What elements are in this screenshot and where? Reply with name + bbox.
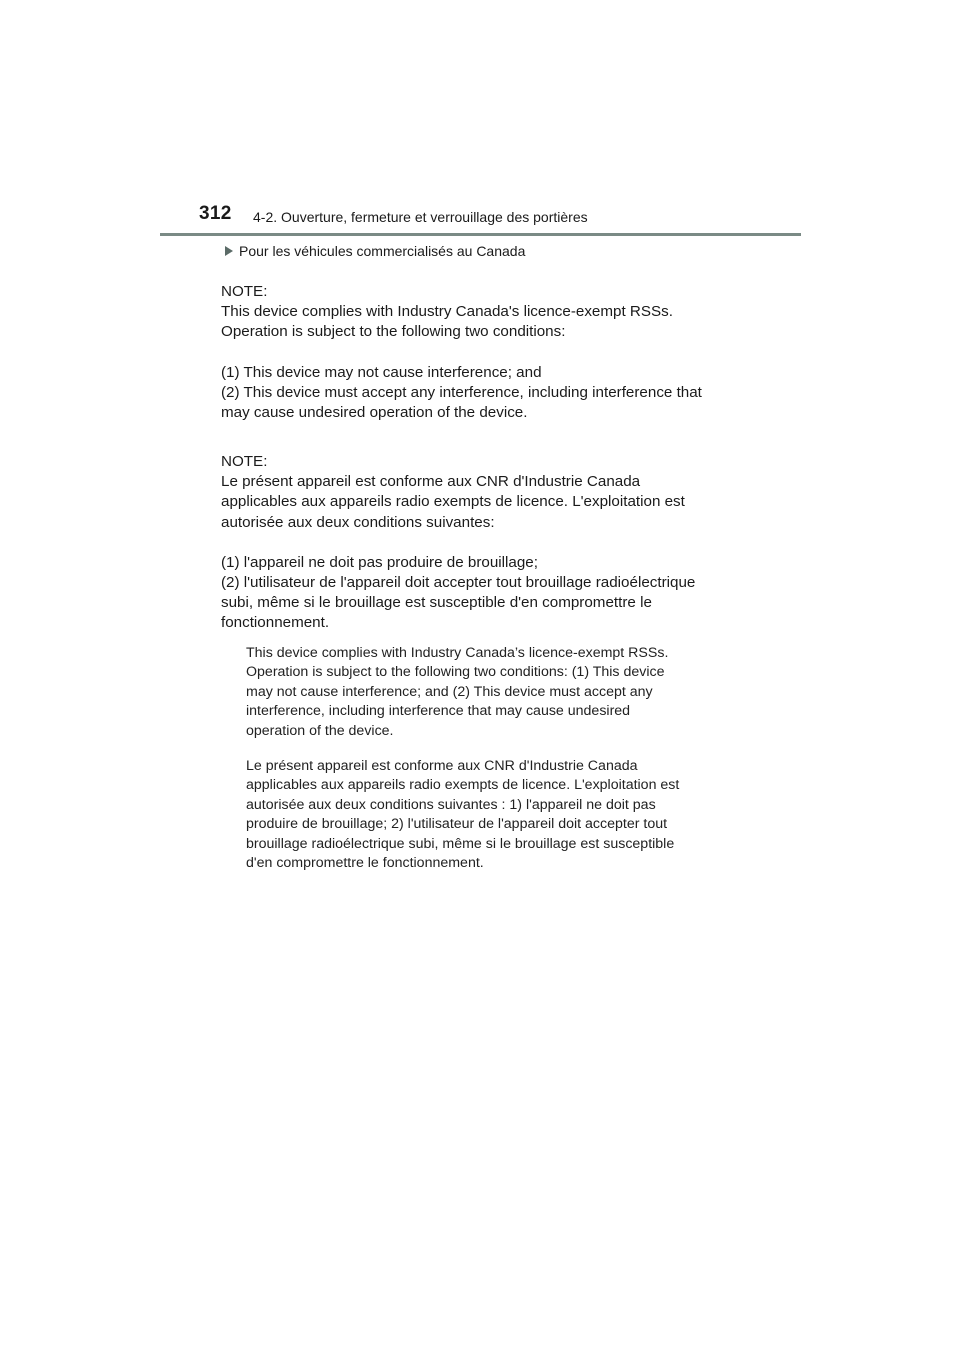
label-line: interference, including interference that may cause undesired xyxy=(246,703,631,720)
note-condition: fonctionnement. xyxy=(221,614,330,632)
label-line: d'en compromettre le fonctionnement. xyxy=(246,855,484,872)
section-heading xyxy=(225,243,525,259)
note-condition: (1) This device may not cause interference; and xyxy=(221,363,542,381)
note-condition: (2) l'utilisateur de l'appareil doit accepter tout brouillage radioélectrique xyxy=(221,574,696,592)
spacer xyxy=(221,533,695,553)
label-line: produire de brouillage; 2) l'utilisateur de l'appareil doit accepter tout xyxy=(246,816,668,833)
note-line: applicables aux appareils radio exempts de licence. L'exploitation est xyxy=(221,493,685,511)
label-line: applicables aux appareils radio exempts de licence. L'exploitation est xyxy=(246,777,680,794)
note-french xyxy=(221,452,695,634)
note-condition: (2) This device must accept any interference, including interference that xyxy=(221,383,702,401)
note-condition: (1) l'appareil ne doit pas produire de brouillage; xyxy=(221,553,538,571)
label-english xyxy=(246,644,716,741)
note-english xyxy=(221,282,702,423)
note-line: Operation is subject to the following two conditions: xyxy=(221,323,566,341)
label-line: operation of the device. xyxy=(246,722,394,739)
triangle-right-icon xyxy=(225,246,233,256)
section-heading-text: Pour les véhicules commercialisés au Canada xyxy=(239,243,526,259)
note-line: Le présent appareil est conforme aux CNR d'Industrie Canada xyxy=(221,473,641,491)
note-line: This device complies with Industry Canada's licence-exempt RSSs. xyxy=(221,303,673,321)
label-line: autorisée aux deux conditions suivantes : 1) l'appareil ne doit pas xyxy=(246,796,656,813)
label-french xyxy=(246,757,716,873)
note-condition: subi, même si le brouillage est susceptible d'en compromettre le xyxy=(221,594,652,612)
label-line: This device complies with Industry Canada’s licence-exempt RSSs. xyxy=(246,645,669,661)
spacer xyxy=(221,343,702,363)
chapter-title: 4-2. Ouverture, fermeture et verrouillage des portières xyxy=(253,209,588,225)
note-condition: may cause undesired operation of the device. xyxy=(221,404,528,422)
label-line: Le présent appareil est conforme aux CNR d'Industrie Canada xyxy=(246,758,638,774)
header-rule xyxy=(160,233,801,236)
note-title: NOTE: xyxy=(221,283,268,300)
label-line: brouillage radioélectrique subi, même si le brouillage est susceptible xyxy=(246,835,675,852)
note-title: NOTE: xyxy=(221,453,268,470)
page-number: 312 xyxy=(199,203,232,224)
note-line: autorisée aux deux conditions suivantes: xyxy=(221,513,495,531)
label-line: Operation is subject to the following two conditions: (1) This device xyxy=(246,664,665,681)
label-line: may not cause interference; and (2) This device must accept any xyxy=(246,683,653,700)
